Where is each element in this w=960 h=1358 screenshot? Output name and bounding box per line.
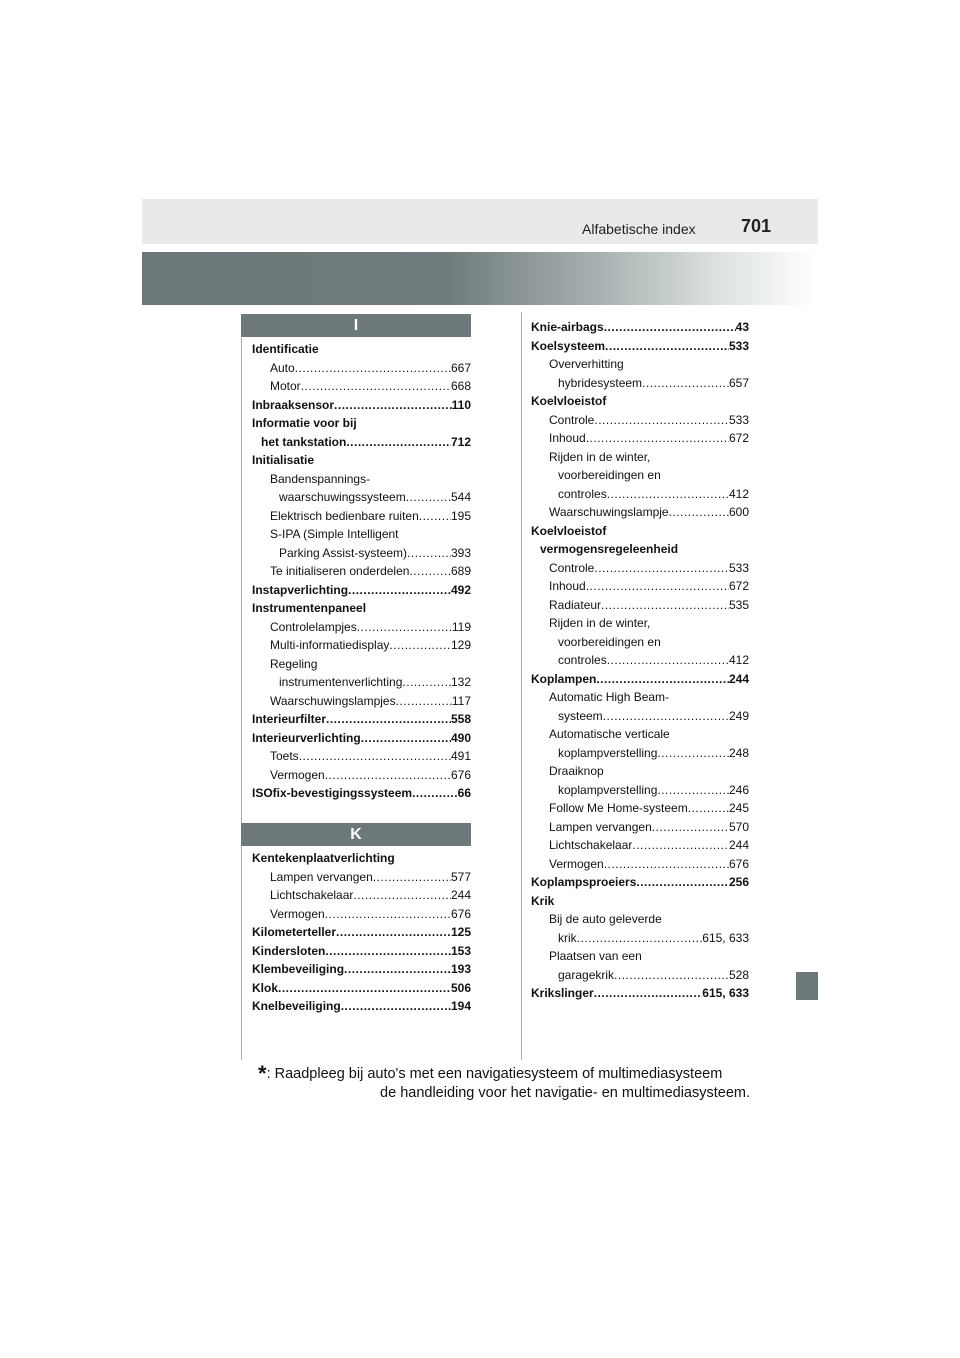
index-entry [531,670,749,689]
index-list-k [252,849,471,1016]
index-entry [252,997,471,1016]
index-entry-term: ISOfix-bevestigingssysteem [252,786,413,800]
index-entry-page: 570 [728,819,749,834]
index-entry-term: Koplampsproeiers [531,875,637,889]
index-entry [252,507,471,526]
index-entry [252,655,471,674]
dot-leader [636,873,729,892]
index-entry [531,503,749,522]
index-entry [531,318,749,337]
dot-leader [325,942,451,961]
index-entry [531,966,749,985]
index-entry [531,707,749,726]
dot-leader [652,818,729,837]
dot-leader [346,433,451,452]
index-entry-page: 195 [450,508,471,523]
index-entry [252,340,471,359]
index-entry-term: Koelsysteem [531,338,606,353]
index-entry-page: 676 [728,856,749,871]
index-entry-term: Initialisatie [252,453,315,467]
index-entry-term: Rijden in de winter, [549,449,651,464]
index-entry [531,744,749,763]
dot-leader [607,485,729,504]
index-list-i [252,340,471,803]
dot-leader [357,618,452,637]
index-entry-term: Regeling [270,656,318,671]
index-list-right [531,318,749,1003]
dot-leader [341,997,451,1016]
dot-leader [344,960,451,979]
index-entry [531,577,749,596]
index-entry-term: Lampen vervangen [270,869,373,884]
index-entry-term: Instapverlichting [252,582,349,597]
index-entry-term: Parking Assist-systeem) [279,545,408,560]
index-entry-page: 244 [450,888,471,902]
index-entry [252,979,471,998]
index-entry-term: Auto [270,360,295,375]
index-entry-term: Follow Me Home-systeem [549,801,688,815]
index-entry-term: Rijden in de winter, [549,616,651,630]
dot-leader [604,318,736,337]
index-entry [252,377,471,396]
index-entry [531,596,749,615]
index-entry-page: 393 [450,545,471,560]
index-entry-term: Kilometerteller [252,925,337,939]
index-entry [252,960,471,979]
dot-leader [409,562,451,581]
index-entry [531,540,749,559]
index-entry-page: 256 [728,875,749,889]
index-entry-term: Kentekenplaatverlichting [252,851,395,865]
index-entry-page: 689 [450,564,471,578]
index-entry-term: Inhoud [549,431,586,445]
index-entry-term: Koplampen [531,671,597,686]
index-entry-term: Motor [270,379,301,393]
index-entry-page: 129 [450,638,471,652]
index-entry-term: Lichtschakelaar [549,838,633,852]
index-entry-page: 244 [728,671,749,686]
index-entry-term: Controlelampjes [270,619,357,634]
index-entry-term: krik [558,930,577,945]
index-entry-page: 66 [457,786,471,800]
index-entry [531,466,749,485]
index-entry [252,470,471,489]
index-entry-page: 491 [450,749,471,763]
index-entry [531,818,749,837]
index-entry [252,886,471,905]
index-entry-term: Klok [252,980,279,995]
index-entry-term: Vermogen [270,767,325,782]
index-entry-term: Elektrisch bedienbare ruiten [270,508,419,523]
index-entry-page: 412 [728,486,749,501]
index-entry-page: 117 [451,693,471,708]
dot-leader [594,411,729,430]
dot-leader [402,673,451,692]
index-entry-term: vermogensregeleenheid [540,542,679,556]
dot-leader [657,781,729,800]
index-entry-term: Vermogen [549,856,604,871]
index-entry-term: Bij de auto geleverde [549,912,662,926]
dot-leader [389,636,451,655]
dot-leader [348,581,451,600]
dot-leader [657,744,729,763]
index-entry-term: Krik [531,893,555,908]
index-entry-page: 43 [735,320,749,334]
index-entry-term: voorbereidingen en [558,634,661,649]
index-entry-term: Krikslinger [531,986,594,1000]
index-entry-term: Automatic High Beam- [549,690,670,704]
index-entry [531,559,749,578]
index-entry-term: Inhoud [549,579,586,593]
index-entry [531,873,749,892]
index-entry [531,411,749,430]
index-entry-term: Koelvloeistof [531,394,607,408]
index-entry [252,766,471,785]
index-entry [252,692,471,711]
index-entry-page: 672 [728,431,749,445]
index-entry-term: Plaatsen van een [549,949,642,963]
index-entry [252,868,471,887]
index-entry [252,581,471,600]
index-entry-term: Draaiknop [549,764,604,778]
index-entry-page: 490 [450,730,471,745]
index-entry [531,781,749,800]
dot-leader [334,396,452,415]
dot-leader [669,503,729,522]
index-entry-page: 412 [728,653,749,667]
index-entry-page: 506 [450,980,471,995]
index-entry-page: 194 [450,999,471,1013]
index-entry [252,525,471,544]
dot-leader [586,429,729,448]
index-entry-term: Inbraaksensor [252,397,335,412]
index-entry-term: Oververhitting [549,357,624,371]
index-entry-term: het tankstation [261,434,347,449]
footnote-line-1: : Raadpleeg bij auto's met een navigatiesysteem of multimediasysteem [266,1066,723,1082]
index-entry-term: Controle [549,560,595,575]
index-entry [252,359,471,378]
dot-leader [278,979,451,998]
dot-leader [586,577,729,596]
dot-leader [361,729,451,748]
section-header-k: K [241,823,471,846]
dot-leader [406,488,451,507]
index-entry [531,929,749,948]
index-entry [531,614,749,633]
index-entry-term: Vermogen [270,906,325,921]
index-entry-page: 668 [450,379,471,393]
index-entry [531,651,749,670]
index-entry [252,747,471,766]
index-entry-term: Kindersloten [252,943,326,958]
index-entry [531,762,749,781]
dot-leader [295,359,451,378]
dot-leader [596,670,729,689]
index-entry-term: koplampverstelling [558,745,658,760]
decorative-banner [142,252,818,305]
index-entry-term: Te initialiseren onderdelen [270,564,410,578]
page-header-title: Alfabetische index [582,221,696,237]
index-entry [531,855,749,874]
index-entry-page: 676 [450,906,471,921]
dot-leader [603,707,729,726]
chapter-tab-marker [796,972,818,1000]
index-entry [252,923,471,942]
index-entry-term: waarschuwingssysteem [279,490,406,504]
index-entry-page: 667 [450,360,471,375]
index-entry [252,544,471,563]
index-entry [252,710,471,729]
index-entry [252,451,471,470]
index-entry-term: Informatie voor bij [252,416,357,430]
index-entry-term: Klembeveiliging [252,962,345,976]
index-entry-term: Interieurverlichting [252,730,361,745]
index-entry-term: Controle [549,412,595,427]
dot-leader [614,966,729,985]
index-entry-page: 132 [450,675,471,689]
dot-leader [336,923,451,942]
index-entry-term: Waarschuwingslampjes [270,693,396,708]
index-entry [252,729,471,748]
index-entry [252,433,471,452]
index-entry-page: 535 [728,597,749,612]
index-entry [531,799,749,818]
index-entry [252,942,471,961]
index-entry-page: 615, 633 [702,986,749,1000]
index-entry-page: 558 [450,712,471,726]
index-entry-page: 119 [451,619,471,634]
dot-leader [594,559,729,578]
index-entry [252,636,471,655]
index-entry [531,892,749,911]
index-entry-term: Lichtschakelaar [270,888,354,902]
index-entry-term: Koelvloeistof [531,523,607,538]
index-entry [252,396,471,415]
dot-leader [396,692,452,711]
index-entry-term: Identificatie [252,342,319,356]
index-entry [531,522,749,541]
index-entry-term: S-IPA (Simple Intelligent [270,527,399,541]
index-entry-term: controles [558,653,607,667]
index-entry [252,414,471,433]
index-entry-term: Toets [270,749,299,763]
dot-leader [642,374,729,393]
index-entry [252,784,471,803]
index-entry [531,374,749,393]
index-entry-term: Knie-airbags [531,320,604,334]
index-entry-page: 676 [450,767,471,782]
index-entry-page: 533 [728,338,749,353]
dot-leader [325,905,451,924]
right-column-rule [521,312,522,1060]
index-entry-term: Multi-informatiedisplay [270,638,390,652]
dot-leader [601,596,729,615]
index-entry-page: 244 [728,838,749,852]
index-entry [531,485,749,504]
dot-leader [326,710,451,729]
index-entry [531,429,749,448]
dot-leader [301,377,451,396]
dot-leader [605,337,729,356]
index-entry-term: controles [558,486,607,501]
index-entry [252,849,471,868]
index-entry [531,984,749,1003]
index-entry-page: 672 [728,579,749,593]
dot-leader [373,868,451,887]
index-entry-term: Interieurfilter [252,712,327,726]
index-entry-term: Automatische verticale [549,727,670,741]
dot-leader [353,886,451,905]
index-entry-page: 528 [728,967,749,982]
index-entry-page: 248 [728,745,749,760]
index-entry-term: Radiateur [549,597,602,612]
header-bar [142,199,818,244]
footnote [258,1061,750,1103]
index-entry [531,633,749,652]
index-entry-page: 615, 633 [702,930,749,945]
index-entry-page: 246 [728,782,749,797]
index-entry-page: 600 [728,505,749,519]
dot-leader [607,651,729,670]
index-entry [252,905,471,924]
index-entry [531,836,749,855]
dot-leader [412,784,458,803]
dot-leader [419,507,451,526]
index-entry [531,448,749,467]
index-entry [252,562,471,581]
index-entry-term: Waarschuwingslampje [549,505,669,519]
index-entry-term: koplampverstelling [558,782,658,797]
index-entry-page: 492 [450,582,471,597]
dot-leader [577,929,703,948]
footnote-asterisk: * [258,1061,267,1086]
dot-leader [632,836,729,855]
index-entry-page: 125 [450,925,471,939]
index-entry-page: 577 [450,869,471,884]
index-entry [531,355,749,374]
footnote-line-2: de handleiding voor het navigatie- en multimediasysteem. [380,1085,750,1101]
index-entry-page: 249 [728,708,749,723]
index-entry-page: 533 [728,560,749,575]
index-entry [531,910,749,929]
index-entry-page: 657 [728,375,749,390]
index-entry-page: 712 [450,434,471,449]
index-entry-page: 544 [450,490,471,504]
dot-leader [407,544,451,563]
index-entry-term: Instrumentenpaneel [252,601,367,615]
index-entry-page: 193 [450,962,471,976]
index-entry-term: Knelbeveiliging [252,999,341,1013]
index-entry [531,725,749,744]
index-entry [252,599,471,618]
index-entry-page: 245 [728,801,749,815]
section-header-i: I [241,314,471,337]
index-entry-term: Bandenspannings- [270,471,371,486]
index-entry-term: instrumentenverlichting [279,675,403,689]
dot-leader [594,984,703,1003]
index-entry [531,947,749,966]
index-entry-term: voorbereidingen en [558,468,661,482]
dot-leader [604,855,729,874]
dot-leader [325,766,451,785]
index-entry-term: garagekrik [558,967,615,982]
index-entry [531,392,749,411]
index-entry [531,688,749,707]
dot-leader [299,747,451,766]
dot-leader [688,799,729,818]
page-number: 701 [741,216,772,236]
index-entry [531,337,749,356]
index-entry [252,673,471,692]
index-entry-term: hybridesysteem [558,375,643,390]
index-entry-page: 153 [450,943,471,958]
index-entry [252,488,471,507]
index-entry-page: 110 [451,397,471,412]
index-entry [252,618,471,637]
index-entry-page: 533 [728,412,749,427]
left-column-rule [241,338,242,1060]
index-entry-term: Lampen vervangen [549,819,652,834]
index-entry-term: systeem [558,708,603,723]
